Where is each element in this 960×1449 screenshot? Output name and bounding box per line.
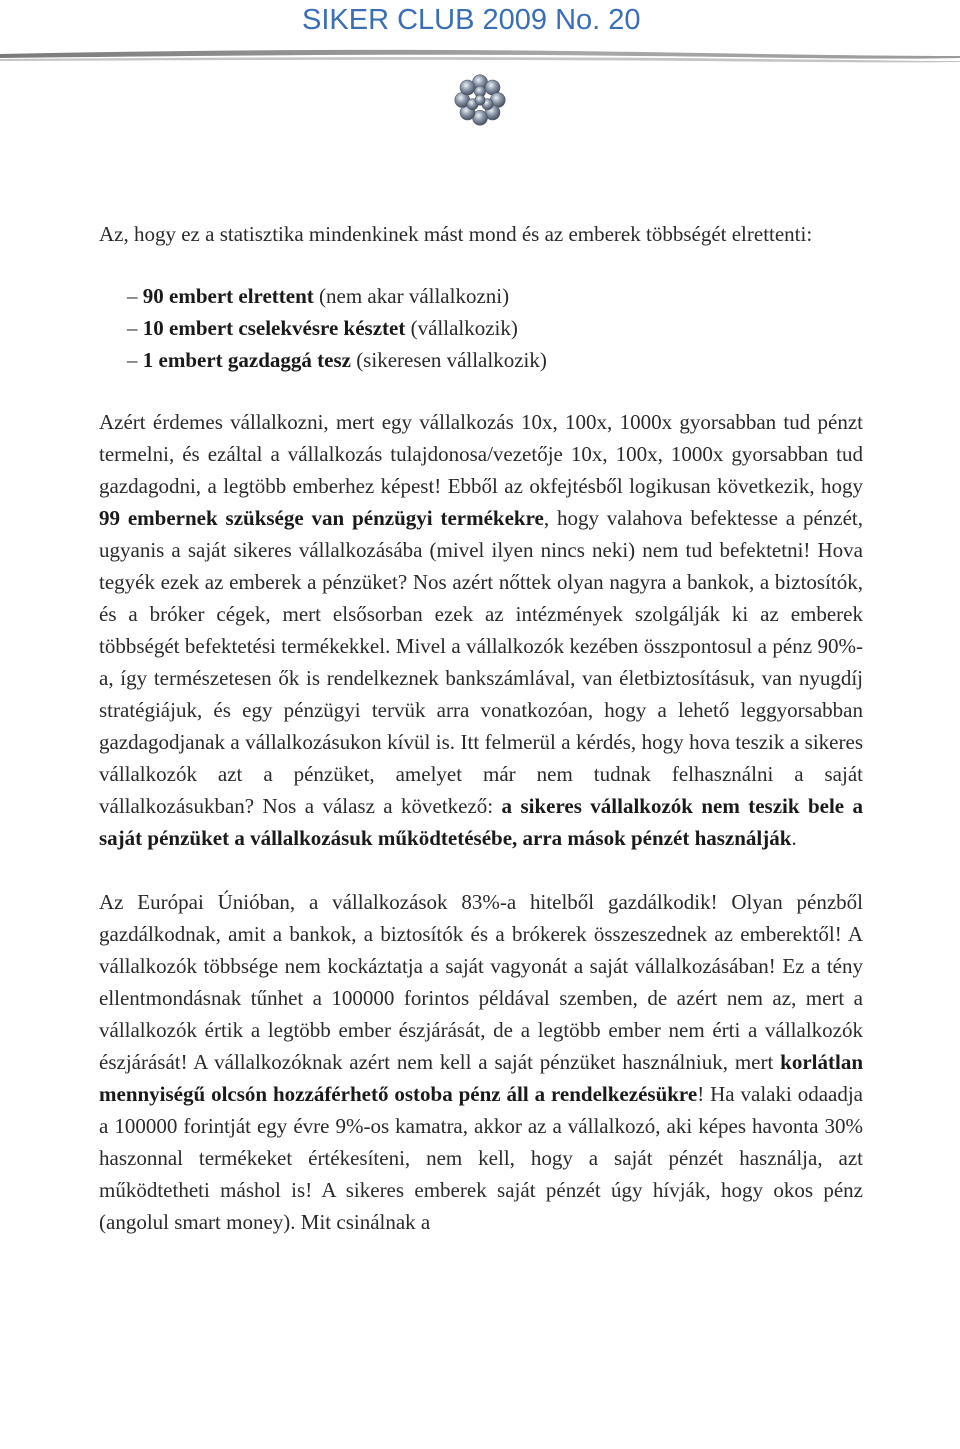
paragraph-text: Az Európai Únióban, a vállalkozások 83%-a hitelből gazdálkodik! Olyan pénzből gazdálkodnak, amit a bankok, a biztosítók és a brókerek összeszednek az emberektől! A vállalkozók többsége nem kockáztatja a saját vagyonát a saját vállalkozásában! Ez a tény ellentmondásnak tűnhet a 100000 forintos példával szemben, de azért nem az, mert a vállalkozók értik a legtöbb ember észjárását, de a legtöbb ember nem érti a vállalkozók észjárását! A vállalkozóknak azért nem kell a saját pénzüket használniuk, mert — [99, 890, 863, 1074]
crystal-flower-logo-icon — [452, 72, 508, 128]
body-paragraph-2 — [99, 886, 863, 1238]
paragraph-text: ! Ha valaki odaadja a 100000 forintját egy évre 9%-os kamatra, akkor az a vállalkozó, aki képes havonta 30% haszonnal termékeket értékesíteni, nem kell, hogy a saját pénzét használja, azt működtetheti máshol is! A sikeres emberek saját pénzét úgy hívják, hogy okos pénz (angolul smart money). Mit csinálnak a — [99, 1082, 864, 1234]
paragraph-text: , hogy valahova befektesse a pénzét, ugyanis a saját sikeres vállalkozásába (mivel ilyen nincs neki) nem tud befektetni! Hova tegyék ezek az emberek a pénzüket? Nos azért nőttek olyan nagyra a bankok, a biztosítók, és a bróker cégek, mert elsősorban ezek az intézmények szolgálják ki az emberek többségét befektetési termékekkel. Mivel a vállalkozók kezében összpontosul a pénz 90%-a, így természetesen ők is rendelkeznek bankszámlával, van életbiztosításuk, van nyugdíj stratégiájuk, és egy pénzügyi tervük arra vonatkozóan, hogy a lehető leggyorsabban gazdagodjanak a vállalkozásukon kívül is. Itt felmerül a kérdés, hogy hova teszik a sikeres vállalkozók azt a pénzüket, amelyet már nem tudnak felhasználni a saját vállalkozásukban? Nos a válasz a következő: — [99, 506, 863, 818]
header-title: SIKER CLUB 2009 No. 20 — [302, 4, 641, 36]
list-item-rest: (vállalkozik) — [405, 316, 518, 340]
header-divider — [0, 44, 960, 66]
list-item-bold: 1 embert gazdaggá tesz — [142, 348, 351, 372]
statistics-list — [99, 280, 863, 376]
article-body — [99, 218, 863, 1238]
paragraph-bold: 99 embernek szüksége van pénzügyi termékekre — [99, 506, 544, 530]
paragraph-bold: korlátlan mennyiségű olcsón hozzáférhető ostoba pénz áll a rendelkezésükre — [99, 1050, 863, 1106]
paragraph-bold: a sikeres vállalkozók nem teszik bele a saját pénzüket a vállalkozásuk működtetésébe, arra mások pénzét használják — [99, 794, 863, 850]
body-paragraph-1 — [99, 406, 863, 854]
list-item-bold: 10 embert cselekvésre késztet — [142, 316, 406, 340]
list-item-bold: 90 embert elrettent — [142, 284, 314, 308]
list-item — [127, 280, 863, 312]
paragraph-text: . — [791, 826, 797, 850]
list-item — [127, 344, 863, 376]
list-item — [127, 312, 863, 344]
list-item-rest: (sikeresen vállalkozik) — [350, 348, 547, 372]
list-item-rest: (nem akar vállalkozni) — [313, 284, 510, 308]
intro-paragraph: Az, hogy ez a statisztika mindenkinek mást mond és az emberek többségét elrettenti: — [99, 222, 813, 246]
paragraph-text: Azért érdemes vállalkozni, mert egy vállalkozás 10x, 100x, 1000x gyorsabban tud pénzt termelni, és ezáltal a vállalkozás tulajdonosa/vezetője 10x, 100x, 1000x gyorsabban tud gazdagodni, a legtöbb emberhez képest! Ebből az okfejtésből logikusan következik, hogy — [99, 410, 863, 498]
